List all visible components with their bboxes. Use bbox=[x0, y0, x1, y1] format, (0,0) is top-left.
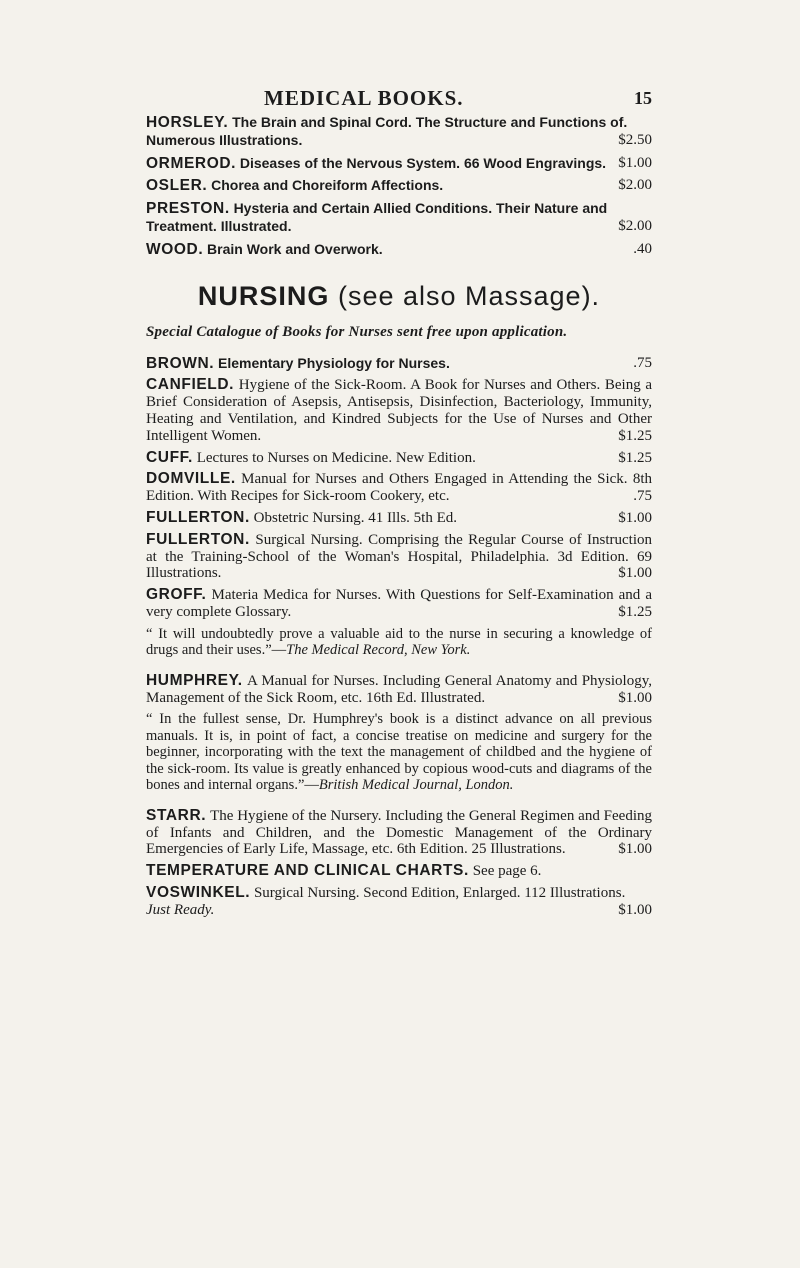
book-entry bbox=[146, 510, 652, 527]
section-heading-main: NURSING bbox=[197, 280, 330, 311]
book-entry bbox=[146, 863, 652, 880]
book-price: $1.00 bbox=[618, 509, 652, 526]
book-price: $1.00 bbox=[618, 841, 652, 858]
book-author: GROFF. bbox=[146, 586, 207, 604]
book-author: FULLERTON. bbox=[146, 530, 250, 548]
review-source: The Medical Record, New York. bbox=[286, 642, 471, 659]
book-author: OSLER. bbox=[146, 177, 208, 195]
book-title: Obstetric Nursing. 41 Ills. 5th Ed. bbox=[253, 509, 457, 526]
book-title: Lectures to Nurses on Medicine. New Edition. bbox=[196, 449, 476, 466]
book-author: ORMEROD. bbox=[146, 154, 237, 172]
book-entry bbox=[146, 114, 652, 150]
book-author: STARR. bbox=[146, 806, 207, 824]
book-entry bbox=[146, 532, 652, 582]
book-price: $2.00 bbox=[618, 217, 652, 234]
review-text: “ In the fullest sense, Dr. Humphrey's book is a distinct advance on all previous manuals. It is, in point of fact, a concise treatise on medicine and surgery for the beginner, incorporating with the text the management of childbed and the hygiene of the sick-room. Its value is greatly enhanced by copious wood-cuts and diagrams of the bones and internal organs.”— bbox=[146, 711, 652, 794]
book-entry bbox=[146, 241, 652, 259]
book-price: $1.25 bbox=[618, 427, 652, 444]
section-heading-paren: (see also Massage). bbox=[337, 280, 601, 311]
page-number: 15 bbox=[634, 88, 652, 108]
book-title: The Brain and Spinal Cord. The Structure and Functions of. Numerous Illustrations. bbox=[146, 114, 628, 148]
book-entry bbox=[146, 471, 652, 505]
book-title: Brain Work and Overwork. bbox=[207, 240, 383, 257]
book-author: BROWN. bbox=[146, 354, 215, 372]
book-title: See page 6. bbox=[472, 863, 542, 880]
book-author: VOSWINKEL. bbox=[146, 884, 251, 902]
book-price: $1.00 bbox=[618, 565, 652, 582]
book-title: Diseases of the Nervous System. 66 Wood Engravings. bbox=[239, 154, 607, 171]
book-author: CANFIELD. bbox=[146, 376, 235, 394]
book-author: HORSLEY. bbox=[146, 114, 229, 131]
book-author: CUFF. bbox=[146, 448, 193, 466]
book-title: Materia Medica for Nurses. With Questions for Self-Examination and a very complete Glossary. bbox=[146, 587, 652, 620]
book-title: A Manual for Nurses. Including General Anatomy and Physiology, Management of the Sick Room, etc. 16th Ed. Illustrated. bbox=[146, 672, 652, 706]
book-entry bbox=[146, 200, 652, 236]
book-price: .75 bbox=[633, 488, 652, 505]
review-source: British Medical Journal, London. bbox=[318, 777, 514, 794]
section-heading bbox=[146, 281, 652, 312]
book-entry bbox=[146, 808, 652, 858]
book-author: FULLERTON. bbox=[146, 508, 250, 526]
book-price: $1.00 bbox=[618, 689, 652, 706]
book-price: $1.25 bbox=[618, 603, 652, 620]
book-title: The Hygiene of the Nursery. Including the General Regimen and Feeding of Infants and Children, and the Domestic Management of the Ordinary Emergencies of Early Life, Massage, etc. 6th Edition. 25 Illustrations. bbox=[146, 807, 652, 858]
book-author: DOMVILLE. bbox=[146, 470, 236, 488]
book-title: Elementary Physiology for Nurses. bbox=[217, 354, 450, 371]
book-author: WOOD. bbox=[146, 240, 204, 258]
book-price: $2.00 bbox=[618, 177, 652, 194]
book-status: Just Ready. bbox=[146, 901, 215, 918]
book-price: .75 bbox=[633, 354, 652, 371]
book-entry bbox=[146, 155, 652, 173]
book-title: Manual for Nurses and Others Engaged in Attending the Sick. 8th Edition. With Recipes for Sick-room Cookery, etc. bbox=[146, 471, 653, 505]
running-head-title: MEDICAL BOOKS. bbox=[264, 86, 464, 110]
book-title: Surgical Nursing. Comprising the Regular Course of Instruction at the Training-School of the Woman's Hospital, Philadelphia. 3d Edition. 69 Illustrations. bbox=[146, 531, 653, 582]
review-text: “ It will undoubtedly prove a valuable aid to the nurse in securing a knowledge of drugs and their uses.”— bbox=[146, 625, 652, 659]
book-entry bbox=[146, 377, 652, 444]
book-price: $2.50 bbox=[618, 131, 652, 148]
book-price: $1.25 bbox=[618, 449, 652, 466]
review-quote bbox=[146, 626, 652, 659]
book-author: PRESTON. bbox=[146, 200, 230, 218]
book-title: Hysteria and Certain Allied Conditions. Their Nature and Treatment. Illustrated. bbox=[146, 200, 608, 234]
book-price: $1.00 bbox=[618, 154, 652, 171]
book-entry bbox=[146, 355, 652, 373]
book-title: Chorea and Choreiform Affections. bbox=[211, 177, 444, 194]
book-author: HUMPHREY. bbox=[146, 671, 243, 689]
running-head bbox=[146, 86, 652, 114]
book-title: Hygiene of the Sick-Room. A Book for Nurses and Others. Being a Brief Consideration of Asepsis, Antisepsis, Disinfection, Bacteriology, Immunity, Heating and Ventilation, and Kindred Subjects for the Use of Nurses and Other Intelligent Women. bbox=[146, 377, 652, 444]
book-entry bbox=[146, 885, 652, 919]
book-price: $1.00 bbox=[618, 901, 652, 918]
book-author: TEMPERATURE AND CLINICAL CHARTS. bbox=[146, 862, 469, 880]
review-quote bbox=[146, 711, 652, 794]
book-entry bbox=[146, 177, 652, 195]
book-title: Surgical Nursing. Second Edition, Enlarged. 112 Illustrations. bbox=[253, 885, 626, 902]
book-entry bbox=[146, 450, 652, 467]
page bbox=[146, 86, 652, 924]
catalogue-note: Special Catalogue of Books for Nurses sent free upon application. bbox=[146, 323, 568, 340]
book-entry bbox=[146, 587, 652, 621]
book-entry bbox=[146, 673, 652, 707]
book-price: .40 bbox=[633, 240, 652, 257]
